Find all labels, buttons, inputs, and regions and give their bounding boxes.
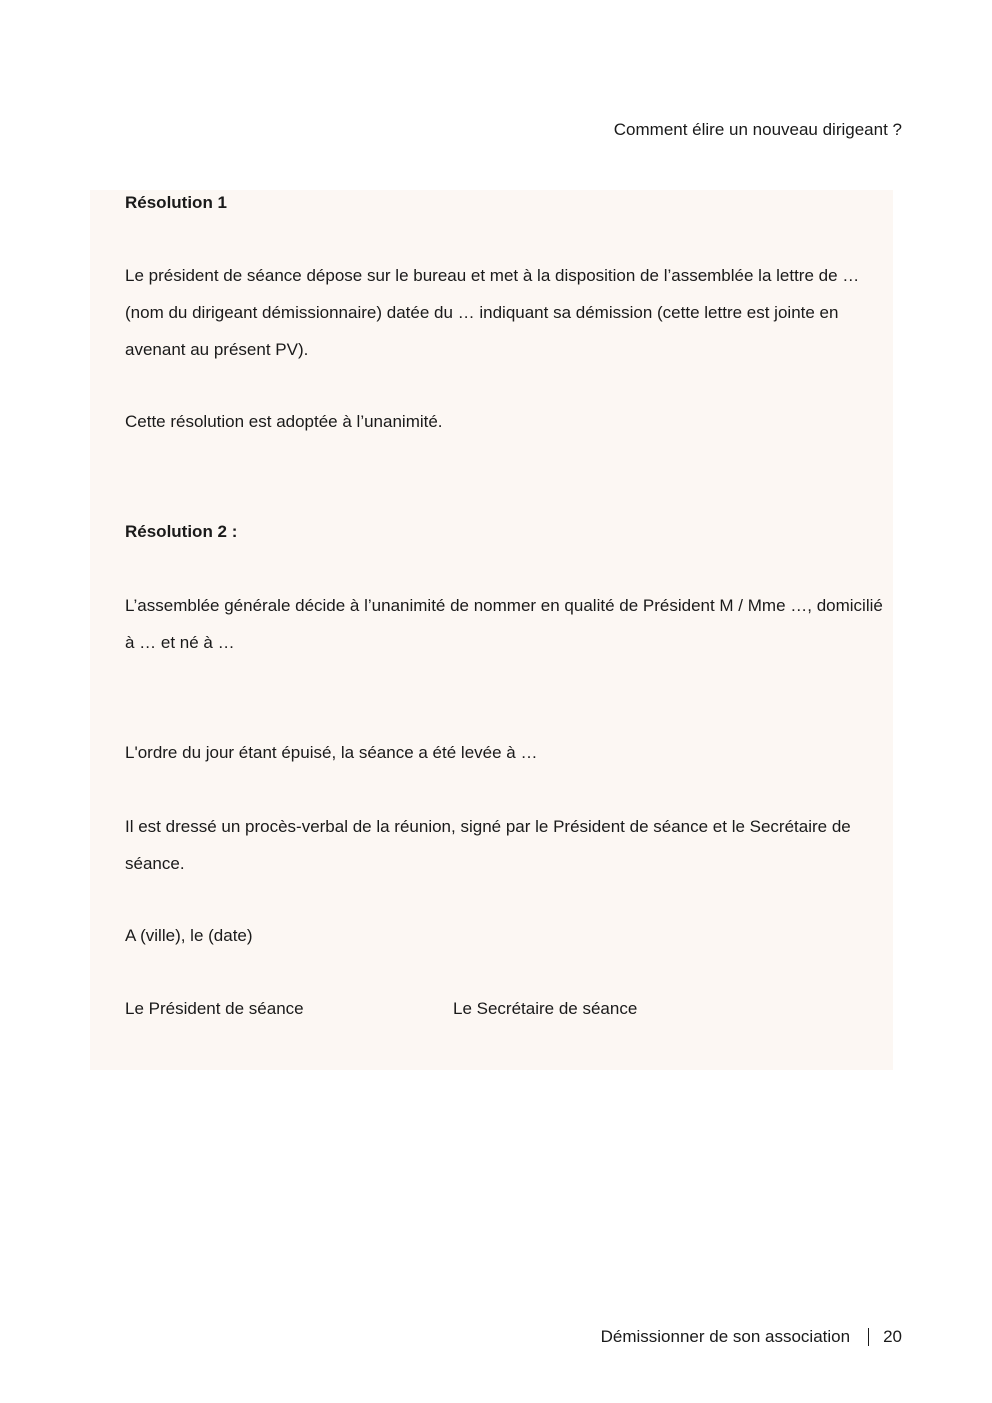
- pv-template-box: [90, 190, 893, 1070]
- resolution-1-body: Le président de séance dépose sur le bureau et met à la disposition de l’assemblée la lettre de … (nom du dirigeant démissionnaire) datée du … indiquant sa démission (cette lettre est jointe en avenant au présent PV).: [125, 266, 860, 359]
- page-footer: [601, 1325, 902, 1349]
- closing-statement: L'ordre du jour étant épuisé, la séance a été levée à …: [125, 743, 538, 762]
- place-date-line: A (ville), le (date): [125, 926, 253, 945]
- signature-secretary: Le Secrétaire de séance: [453, 999, 638, 1018]
- resolution-2-heading: Résolution 2 :: [125, 522, 238, 541]
- running-header: Comment élire un nouveau dirigeant ?: [613, 120, 902, 139]
- page-number: 20: [883, 1327, 902, 1346]
- footer-title: Démissionner de son association: [600, 1327, 851, 1346]
- resolution-1-outcome: Cette résolution est adoptée à l’unanimité.: [125, 412, 443, 431]
- minutes-statement: Il est dressé un procès-verbal de la réunion, signé par le Président de séance et le Secrétaire de séance.: [125, 817, 851, 873]
- footer-separator: [868, 1328, 869, 1346]
- resolution-1-heading: Résolution 1: [125, 193, 228, 212]
- signature-president: Le Président de séance: [125, 999, 304, 1018]
- resolution-2-body: L’assemblée générale décide à l’unanimité de nommer en qualité de Président M / Mme …, domicilié à … et né à …: [125, 596, 883, 652]
